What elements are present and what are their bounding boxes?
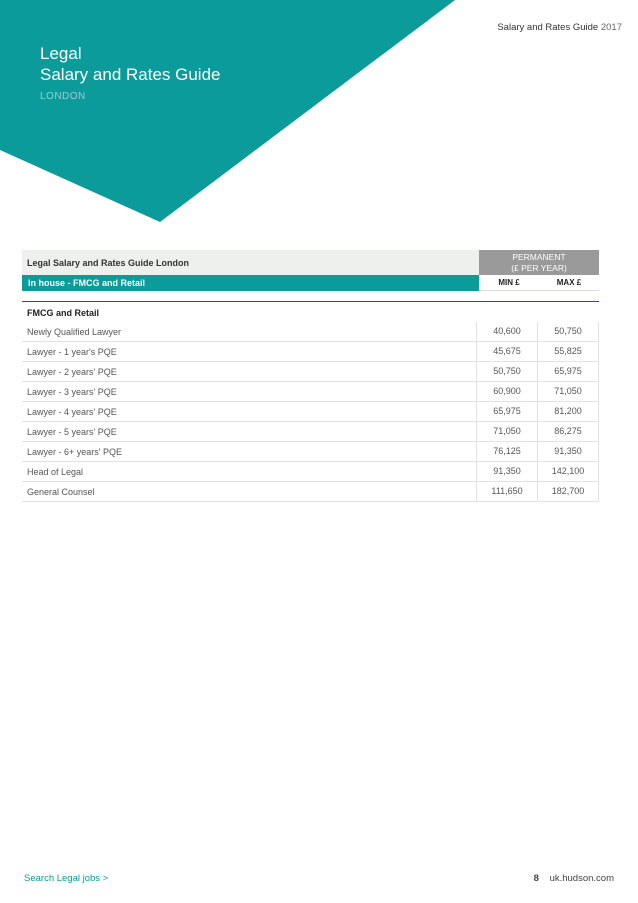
- max-cell: 91,350: [537, 442, 599, 461]
- table-row: [22, 362, 599, 382]
- table-row: [22, 482, 599, 502]
- max-cell: 50,750: [537, 322, 599, 341]
- banner-title-line2: Salary and Rates Guide: [40, 65, 221, 84]
- table-row: [22, 462, 599, 482]
- salary-table: [22, 250, 599, 502]
- min-cell: 40,600: [476, 322, 537, 341]
- teal-banner: [0, 0, 460, 225]
- max-column-header: MAX £: [539, 275, 599, 291]
- min-column-header: MIN £: [479, 275, 539, 291]
- table-header: [22, 250, 599, 275]
- role-cell: Newly Qualified Lawyer: [27, 326, 122, 337]
- category-label: In house - FMCG and Retail: [22, 275, 479, 291]
- min-cell: 91,350: [476, 462, 537, 481]
- max-cell: 86,275: [537, 422, 599, 441]
- max-cell: 142,100: [537, 462, 599, 481]
- table-title: Legal Salary and Rates Guide London: [22, 250, 479, 275]
- min-cell: 65,975: [476, 402, 537, 421]
- max-cell: 71,050: [537, 382, 599, 401]
- banner-title-block: [40, 43, 221, 102]
- role-cell: Head of Legal: [27, 466, 84, 477]
- per-year-label: (£ PER YEAR): [511, 263, 567, 273]
- min-cell: 45,675: [476, 342, 537, 361]
- search-legal-jobs-link[interactable]: Search Legal jobs >: [24, 873, 109, 884]
- min-cell: 50,750: [476, 362, 537, 381]
- table-row: [22, 442, 599, 462]
- table-row: [22, 402, 599, 422]
- header-brand: [497, 22, 622, 33]
- footer-right: [534, 873, 614, 884]
- role-cell: Lawyer - 5 years' PQE: [27, 426, 117, 437]
- category-header: [22, 275, 599, 291]
- permanent-label: PERMANENT: [512, 252, 566, 262]
- permanent-header: [479, 250, 599, 275]
- max-cell: 81,200: [537, 402, 599, 421]
- table-row: [22, 382, 599, 402]
- banner-title-line1: Legal: [40, 44, 82, 63]
- min-cell: 76,125: [476, 442, 537, 461]
- table-row: [22, 322, 599, 342]
- role-cell: Lawyer - 6+ years' PQE: [27, 446, 123, 457]
- role-cell: General Counsel: [27, 486, 95, 497]
- section-heading: FMCG and Retail: [27, 308, 100, 318]
- table-row: [22, 342, 599, 362]
- header-brand-title: Salary and Rates Guide: [497, 22, 599, 33]
- site-link[interactable]: uk.hudson.com: [549, 873, 614, 884]
- role-cell: Lawyer - 3 years' PQE: [27, 386, 117, 397]
- role-cell: Lawyer - 4 years' PQE: [27, 406, 117, 417]
- header-year: 2017: [600, 22, 622, 33]
- banner-location: LONDON: [40, 91, 86, 102]
- table-row: [22, 422, 599, 442]
- min-cell: 71,050: [476, 422, 537, 441]
- max-cell: 65,975: [537, 362, 599, 381]
- role-cell: Lawyer - 1 year's PQE: [27, 346, 117, 357]
- page-number: 8: [533, 873, 539, 884]
- max-cell: 182,700: [537, 482, 599, 501]
- min-cell: 60,900: [476, 382, 537, 401]
- role-cell: Lawyer - 2 years' PQE: [27, 366, 117, 377]
- max-cell: 55,825: [537, 342, 599, 361]
- min-cell: 111,650: [476, 482, 537, 501]
